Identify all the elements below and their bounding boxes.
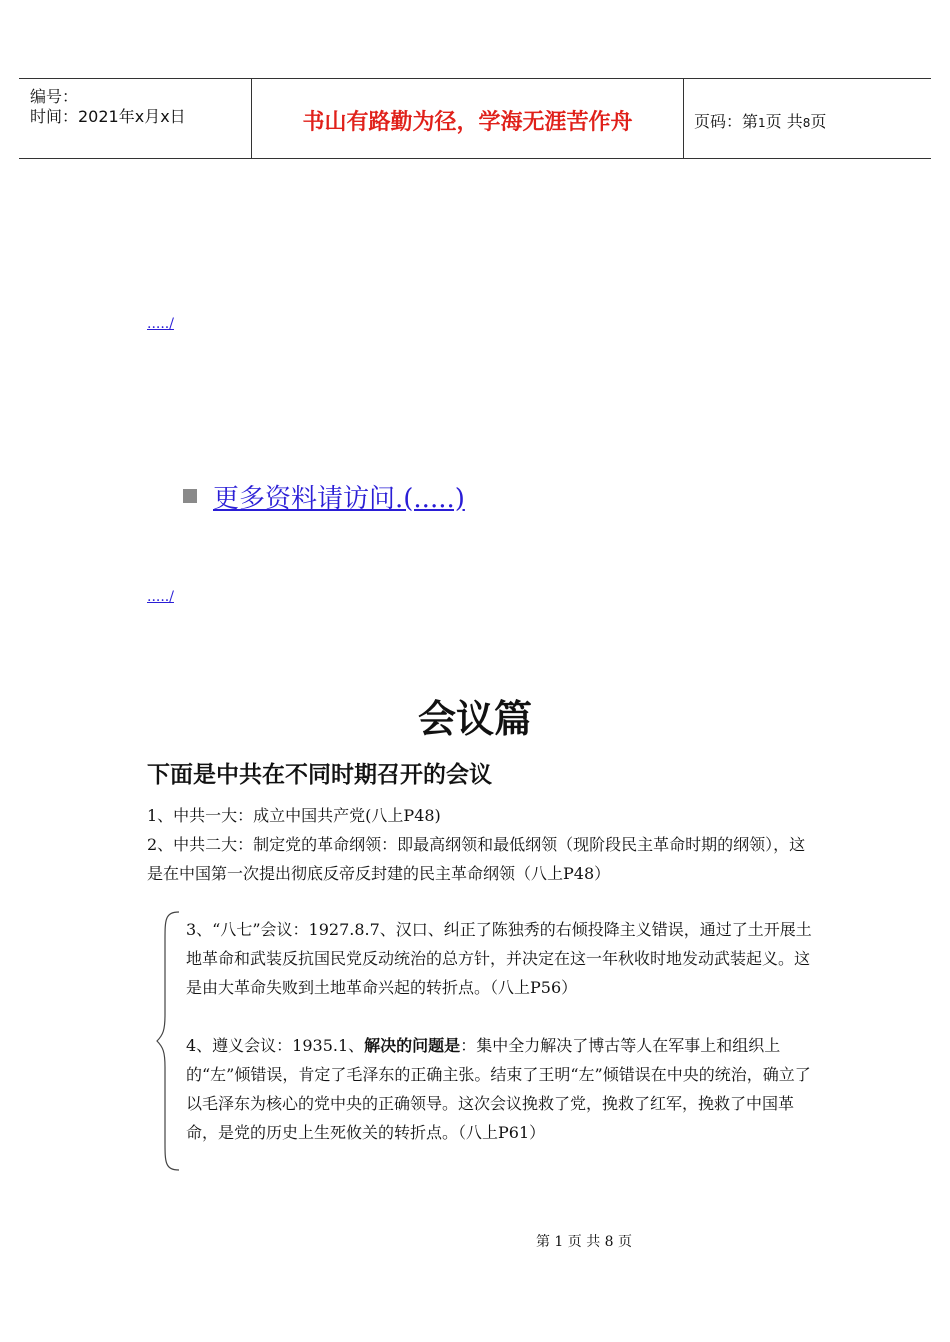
document-title: 会议篇 [417, 697, 532, 741]
document-subtitle: 下面是中共在不同时期召开的会议 [147, 762, 492, 788]
page-mid: 页 共 [765, 112, 803, 131]
page-indicator [694, 109, 826, 132]
curly-brace-icon [155, 910, 185, 1172]
link-top[interactable]: ...../ [147, 316, 174, 332]
header-left-cell [19, 79, 251, 158]
page-number: 1 [758, 116, 766, 130]
meeting-item-3: 3、“八七”会议：1927.8.7、汉口、纠正了陈独秀的右倾投降主义错误，通过了土开展土地革命和武装反抗国民党反动统治的总方针，并决定在这一年秋收时地发动武装起义。这是由大革命失败到土地革命兴起的转折点。（八上P56） [186, 920, 812, 997]
more-resources-link[interactable]: 更多资料请访问.(.....) [213, 484, 465, 514]
page-footer: 第 1 页 共 8 页 [535, 1234, 633, 1250]
doc-time-label: 时间：2021年x月x日 [30, 107, 186, 126]
page-suffix: 页 [810, 112, 827, 131]
meeting-item-1: 1、中共一大：成立中国共产党(八上P48) [147, 806, 441, 825]
doc-number-label: 编号： [30, 87, 79, 106]
meeting-item-4 [186, 1031, 824, 1147]
link-bottom[interactable]: ...../ [147, 589, 174, 605]
item4-bold-phrase: 解决的问题是 [364, 1036, 461, 1055]
page-total: 8 [802, 116, 811, 130]
meeting-item-2: 2、中共二大：制定党的革命纲领：即最高纲领和最低纲领（现阶段民主革命时期的纲领），这是在中国第一次提出彻底反帝反封建的民主革命纲领（八上P48） [147, 835, 806, 883]
page-prefix: 页码：第 [694, 112, 759, 131]
item4-text: ：集中全力解决了博古等人在军事上和组织上的“左”倾错误，肯定了毛泽东的正确主张。结束了王明“左”倾错误在中央的统治，确立了以毛泽东为核心的党中央的正确领导。这次会议挽救了党，挽救了红军，挽救了中国革命，是党的历史上生死攸关的转折点。（八上P61） [186, 1036, 811, 1142]
page-header [19, 78, 931, 159]
header-motto: 书山有路勤为径，学海无涯苦作舟 [302, 110, 633, 135]
header-center-cell [251, 79, 684, 158]
item4-prefix: 4、遵义会议：1935.1、 [186, 1036, 365, 1055]
bullet-square-icon [183, 489, 197, 503]
header-right-cell [683, 79, 931, 158]
